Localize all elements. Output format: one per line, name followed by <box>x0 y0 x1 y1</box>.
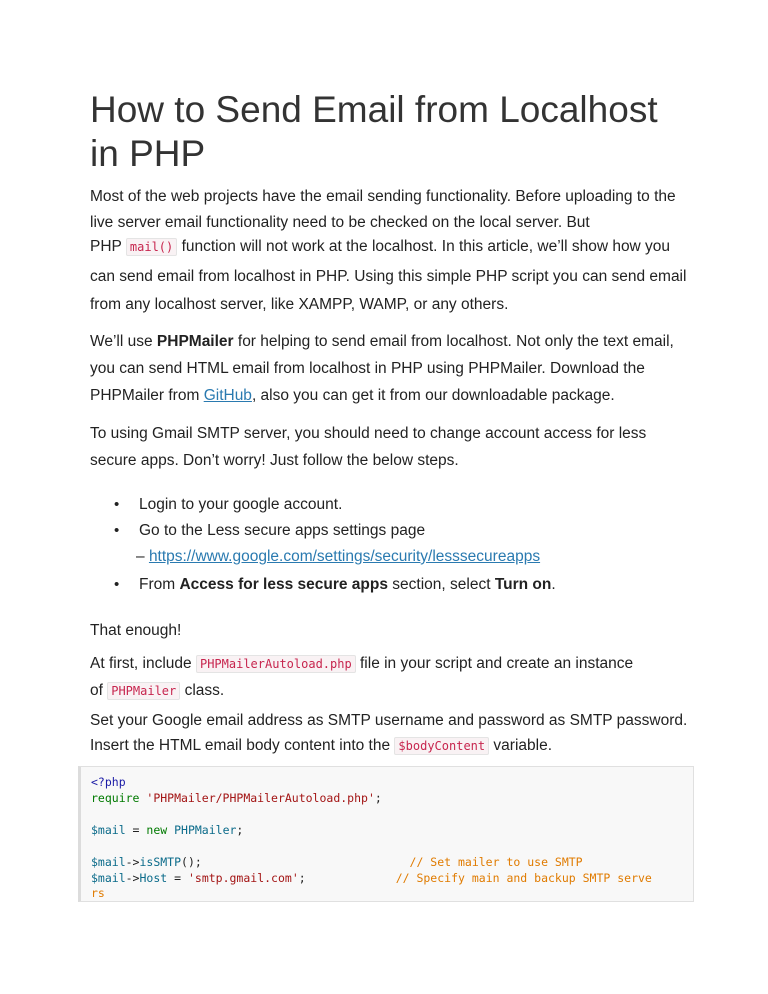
phpmailer-class-code: PHPMailer <box>107 682 180 700</box>
require-path: 'PHPMailer/PHPMailerAutoload.php' <box>146 791 375 805</box>
mail-var: $mail <box>91 871 126 885</box>
step3-pre: From <box>139 576 180 593</box>
semicolon: ; <box>236 823 244 837</box>
step3-bold1: Access for less secure apps <box>179 576 388 593</box>
para2-l1-pre: We’ll use <box>90 333 157 350</box>
bullet-icon: • <box>114 576 120 593</box>
less-secure-apps-link[interactable]: https://www.google.com/settings/security/lesssecureapps <box>148 548 541 565</box>
assign-op: = <box>125 823 147 837</box>
para6-l2-pre: Insert the HTML email body content into the <box>90 737 395 754</box>
bullet-icon: • <box>114 522 120 539</box>
para5-l2-post: class. <box>180 682 225 699</box>
step3-post: . <box>551 576 556 593</box>
code-comment-wrap: rs <box>91 886 105 900</box>
semicolon: ; <box>374 791 382 805</box>
para1-line3 <box>90 238 670 256</box>
arrow-op: -> <box>125 855 140 869</box>
mail-var: $mail <box>91 855 126 869</box>
para2-line3 <box>90 387 615 405</box>
para1-line2: live server email functionality need to be checked on the local server. But <box>90 214 590 231</box>
bullet-icon: • <box>114 496 120 513</box>
require-keyword: require <box>91 791 147 805</box>
step2-text: Go to the Less secure apps settings page <box>139 522 426 539</box>
autoload-code: PHPMailerAutoload.php <box>196 655 356 673</box>
code-line-2 <box>91 791 382 805</box>
property-name: Host <box>139 871 168 885</box>
code-line-4 <box>91 855 583 869</box>
mail-var: $mail <box>91 823 126 837</box>
para2-line2: you can send HTML email from localhost in PHP using PHPMailer. Download the <box>90 360 645 377</box>
new-keyword: new <box>146 823 175 837</box>
para1-line1: Most of the web projects have the email sending functionality. Before uploading to the <box>90 188 676 205</box>
call-parens: (); <box>181 855 410 869</box>
code-line-5 <box>91 871 652 885</box>
step3-mid: section, select <box>387 576 495 593</box>
para1-line4: can send email from localhost in PHP. Using this simple PHP script you can send email <box>90 268 687 285</box>
para1-l3-pre: PHP <box>90 238 126 255</box>
method-name: isSMTP <box>139 855 182 869</box>
code-line-3 <box>91 823 243 837</box>
step2-link-line <box>136 548 540 566</box>
step3-text <box>139 576 556 594</box>
para5-l1-pre: At first, include <box>90 655 196 672</box>
step3-bold2: Turn on <box>494 576 552 593</box>
code-comment: // Set mailer to use SMTP <box>409 855 583 869</box>
para5-l2-pre: of <box>90 682 108 699</box>
mail-function-code: mail() <box>126 238 177 256</box>
para2-l3-post: , also you can get it from our downloadable package. <box>251 387 615 404</box>
arrow-op: -> <box>125 871 140 885</box>
github-link[interactable]: GitHub <box>203 387 252 404</box>
class-name: PHPMailer <box>174 823 237 837</box>
para2-l3-pre: PHPMailer from <box>90 387 204 404</box>
php-open-tag: <?php <box>91 775 126 789</box>
assign-op: = <box>167 871 188 885</box>
para5-line2 <box>90 682 224 700</box>
para4: That enough! <box>90 622 182 639</box>
step1-text: Login to your google account. <box>139 496 343 513</box>
phpmailer-bold: PHPMailer <box>156 333 234 350</box>
para6-l2-post: variable. <box>489 737 553 754</box>
para2-l1-post: for helping to send email from localhost. Not only the text email, <box>233 333 674 350</box>
para1-line5: from any localhost server, like XAMPP, WAMP, or any others. <box>90 296 509 313</box>
code-block <box>78 766 694 902</box>
para5-line1 <box>90 655 633 673</box>
para6-line2 <box>90 737 552 755</box>
para6-line1: Set your Google email address as SMTP username and password as SMTP password. <box>90 712 688 729</box>
bodycontent-code: $bodyContent <box>394 737 489 755</box>
para2-line1 <box>90 333 674 351</box>
code-line-1 <box>91 775 126 789</box>
para1-l3-post: function will not work at the localhost. In this article, we’ll show how you <box>177 238 671 255</box>
step2-dash: – <box>136 548 149 565</box>
host-string: 'smtp.gmail.com' <box>187 871 299 885</box>
page-title: How to Send Email from Localhost in PHP <box>90 89 658 174</box>
para3-line2: secure apps. Don’t worry! Just follow the below steps. <box>90 452 459 469</box>
code-line-6 <box>91 886 105 900</box>
para5-l1-post: file in your script and create an instance <box>355 655 634 672</box>
para3-line1: To using Gmail SMTP server, you should need to change account access for less <box>90 425 647 442</box>
semicolon: ; <box>298 871 396 885</box>
code-comment: // Specify main and backup SMTP serve <box>395 871 652 885</box>
